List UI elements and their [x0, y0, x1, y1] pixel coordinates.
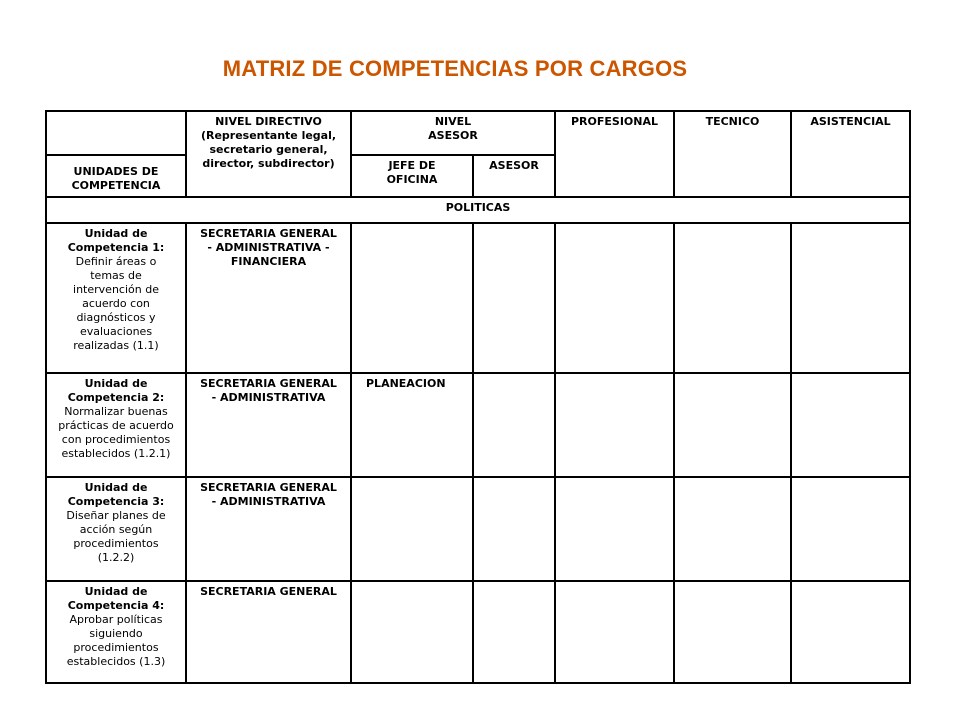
unit-title: Unidad de Competencia 3:: [67, 481, 165, 508]
asesor-cell: [473, 223, 555, 373]
asistencial-cell: [791, 477, 910, 581]
tecnico-cell: [674, 373, 791, 477]
jefe-oficina-cell: [351, 477, 473, 581]
section-politicas: POLITICAS: [46, 197, 910, 223]
header-tecnico: TECNICO: [674, 111, 791, 197]
header-nivel-directivo: NIVEL DIRECTIVO (Representante legal, secretario general, director, subdirector): [186, 111, 351, 197]
table-row: [46, 477, 910, 581]
unit-cell: [46, 477, 186, 581]
tecnico-cell: [674, 581, 791, 683]
asistencial-cell: [791, 373, 910, 477]
directivo-cell: SECRETARIA GENERAL - ADMINISTRATIVA - FINANCIERA: [186, 223, 351, 373]
unit-title: Unidad de Competencia 2:: [67, 377, 165, 404]
asistencial-cell: [791, 581, 910, 683]
unit-description: Normalizar buenas prácticas de acuerdo con procedimientos establecidos (1.2.1): [58, 405, 174, 460]
tecnico-cell: [674, 223, 791, 373]
header-corner-cell: [46, 111, 186, 155]
directivo-cell: SECRETARIA GENERAL - ADMINISTRATIVA: [186, 477, 351, 581]
asistencial-cell: [791, 223, 910, 373]
jefe-oficina-cell: [351, 223, 473, 373]
unit-title: Unidad de Competencia 1:: [67, 227, 165, 254]
unit-title: Unidad de Competencia 4:: [67, 585, 165, 612]
header-jefe-oficina: JEFE DE OFICINA: [351, 155, 473, 197]
unit-description: Definir áreas o temas de intervención de acuerdo con diagnósticos y evaluaciones realizadas (1.1): [73, 255, 159, 352]
table-row: [46, 373, 910, 477]
directivo-cell: SECRETARIA GENERAL - ADMINISTRATIVA: [186, 373, 351, 477]
asesor-cell: [473, 477, 555, 581]
header-row-top: [46, 111, 910, 155]
unit-cell: [46, 223, 186, 373]
unit-description: Diseñar planes de acción según procedimientos (1.2.2): [66, 509, 166, 564]
profesional-cell: [555, 477, 674, 581]
header-profesional: PROFESIONAL: [555, 111, 674, 197]
competency-matrix: [45, 110, 909, 682]
unit-description: Aprobar políticas siguiendo procedimientos establecidos (1.3): [66, 613, 166, 668]
directivo-cell: SECRETARIA GENERAL: [186, 581, 351, 683]
profesional-cell: [555, 373, 674, 477]
page-title: MATRIZ DE COMPETENCIAS POR CARGOS: [222, 56, 688, 81]
header-asistencial: ASISTENCIAL: [791, 111, 910, 197]
asesor-cell: [473, 581, 555, 683]
profesional-cell: [555, 581, 674, 683]
table-row: [46, 223, 910, 373]
table-row: [46, 581, 910, 683]
profesional-cell: [555, 223, 674, 373]
unit-cell: [46, 373, 186, 477]
jefe-oficina-cell: PLANEACION: [351, 373, 473, 477]
matrix-table: [45, 110, 911, 684]
header-asesor: ASESOR: [473, 155, 555, 197]
header-nivel-asesor: NIVEL ASESOR: [351, 111, 555, 155]
unit-cell: [46, 581, 186, 683]
section-row: [46, 197, 910, 223]
header-unidades-competencia: UNIDADES DE COMPETENCIA: [46, 155, 186, 197]
tecnico-cell: [674, 477, 791, 581]
jefe-oficina-cell: [351, 581, 473, 683]
asesor-cell: [473, 373, 555, 477]
